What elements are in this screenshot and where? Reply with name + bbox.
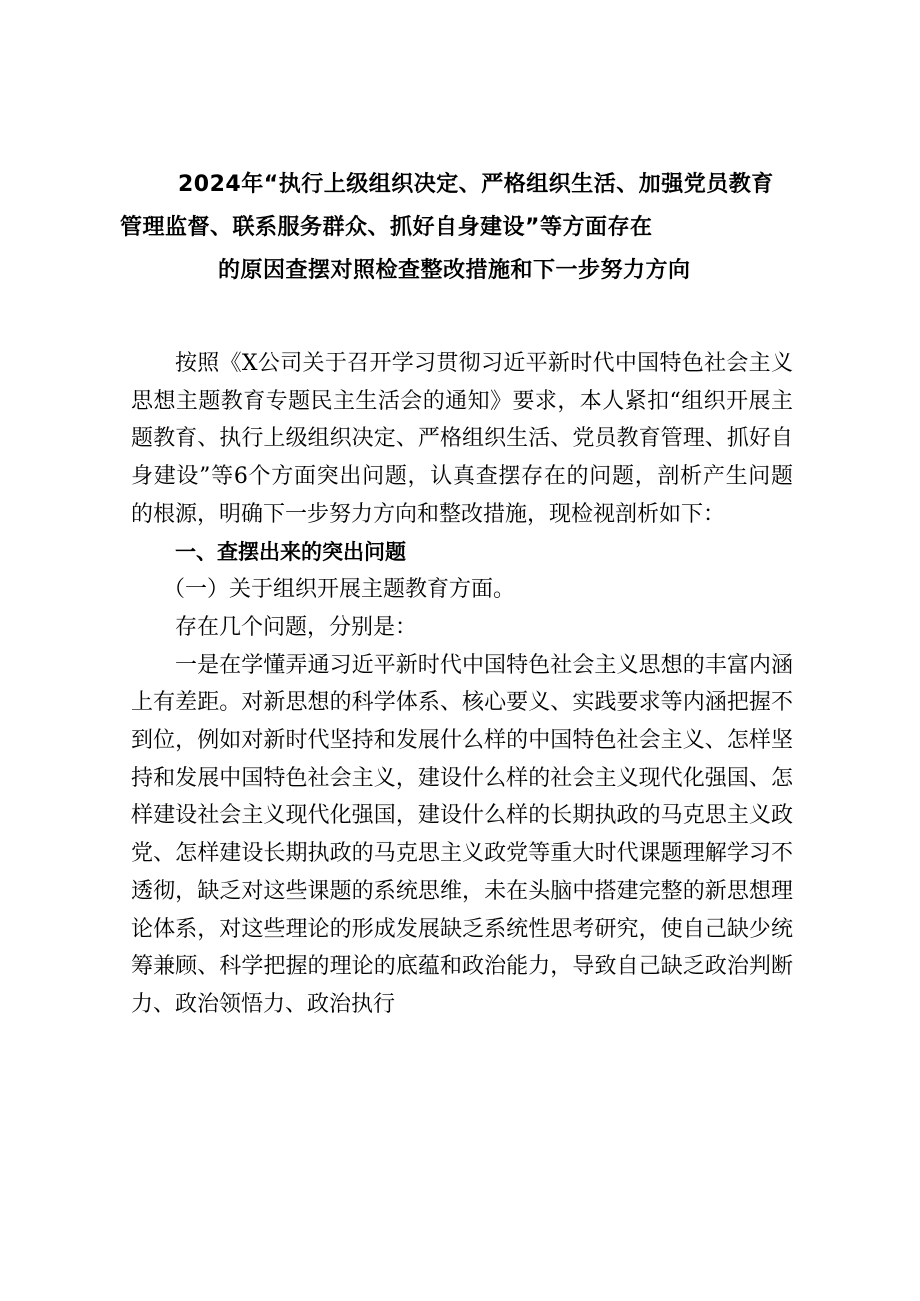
lead-in-paragraph: 存在几个问题，分别是： <box>175 614 418 640</box>
intro-paragraph: 按照《X公司关于召开学习贯彻习近平新时代中国特色社会主义思想主题教育专题民主生活会的通知》要求，本人紧扣“组织开展主题教育、执行上级组织决定、严格组织生活、党员教育管理、抓好自身建设”等6个方面突出问题，认真查摆存在的问题，剖析产生问题的根源，明确下一步努力方向和整改措施，现检视剖析如下： <box>131 351 793 527</box>
title-line-2: 管理监督、联系服务群众、抓好自身建设”等方面存在 <box>120 215 653 240</box>
section-heading-1: 一、查摆出来的突出问题 <box>175 539 406 564</box>
document-title <box>120 163 810 292</box>
subsection-heading-1: （一）关于组织开展主题教育方面。 <box>163 577 516 603</box>
title-line-1: 2024年“执行上级组织决定、严格组织生活、加强党员教育 <box>178 172 774 197</box>
title-line-3: 的原因查摆对照检查整改措施和下一步努力方向 <box>218 258 691 283</box>
point-1-paragraph: 一是在学懂弄通习近平新时代中国特色社会主义思想的丰富内涵上有差距。对新思想的科学体系、核心要义、实践要求等内涵把握不到位，例如对新时代坚持和发展什么样的中国特色社会主义、怎样坚持和发展中国特色社会主义，建设什么样的社会主义现代化强国、怎样建设社会主义现代化强国，建设什么样的长期执政的马克思主义政党、怎样建设长期执政的马克思主义政党等重大时代课题理解学习不透彻，缺乏对这些课题的系统思维，未在头脑中搭建完整的新思想理论体系，对这些理论的形成发展缺乏系统性思考研究，使自己缺少统筹兼顾、科学把握的理论的底蕴和政治能力，导致自己缺乏政治判断力、政治领悟力、政治执行 <box>131 652 793 1017</box>
document-body <box>131 345 793 1024</box>
